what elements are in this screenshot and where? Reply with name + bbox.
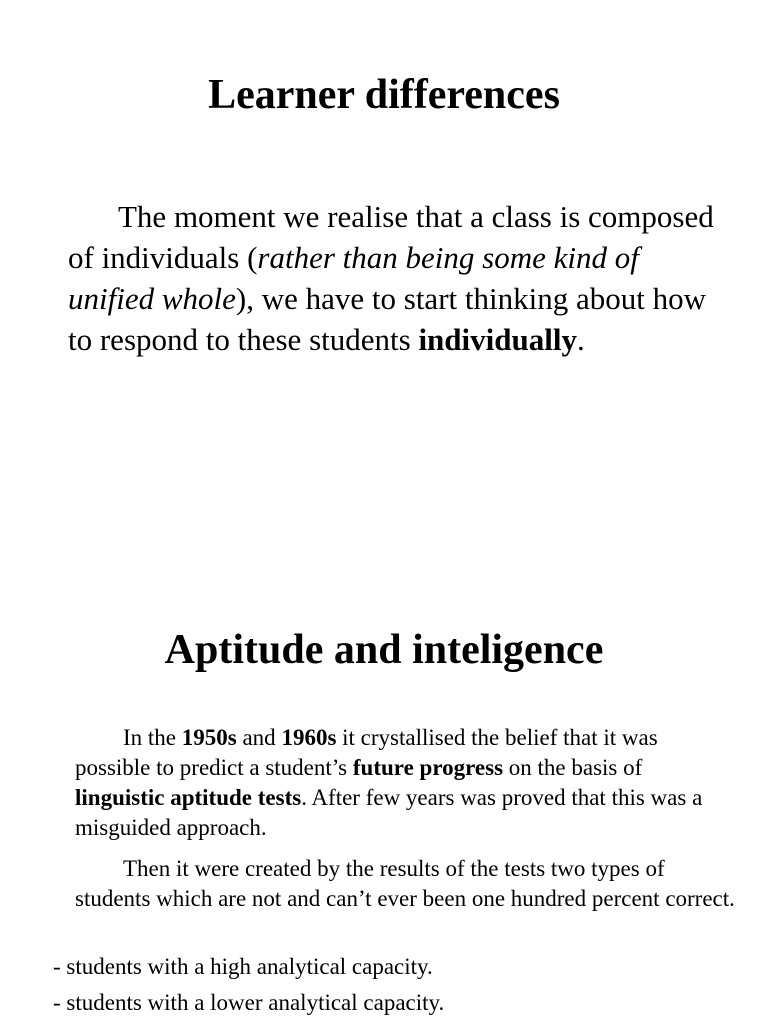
text-run: and — [236, 725, 282, 750]
bold-term: future progress — [352, 755, 504, 780]
list-item: - students with a lower analytical capacity. — [53, 990, 445, 1015]
history-paragraph — [75, 723, 735, 843]
slide-aptitude-intelligence — [0, 512, 768, 1024]
bold-term: 1960s — [281, 725, 337, 750]
bold-term: linguistic aptitude tests — [75, 785, 302, 810]
text-run: ), we have to start thinking about how to respond to these students — [68, 281, 706, 357]
text-run: . — [576, 322, 585, 357]
text-run: The moment we realise that a class is composed of individuals ( — [68, 199, 714, 275]
bold-term: 1950s — [181, 725, 237, 750]
slide-title: Aptitude and inteligence — [164, 627, 604, 673]
text-run: it crystallised the belief that it was possible to predict a student’s — [75, 725, 658, 780]
bold-word: individually — [418, 322, 577, 357]
text-run: on the basis of — [503, 755, 643, 780]
slide-title: Learner differences — [208, 72, 560, 118]
italic-phrase: rather than being some kind of unified whole — [68, 240, 639, 316]
list-item: - students with a high analytical capacity. — [53, 954, 433, 979]
text-run: In the — [123, 725, 182, 750]
types-paragraph: Then it were created by the results of the tests two types of students which are not and can’t ever been one hundred percent correct. — [75, 856, 735, 911]
text-run: . After few years was proved that this was a misguided approach. — [75, 785, 703, 840]
intro-paragraph — [68, 196, 718, 360]
